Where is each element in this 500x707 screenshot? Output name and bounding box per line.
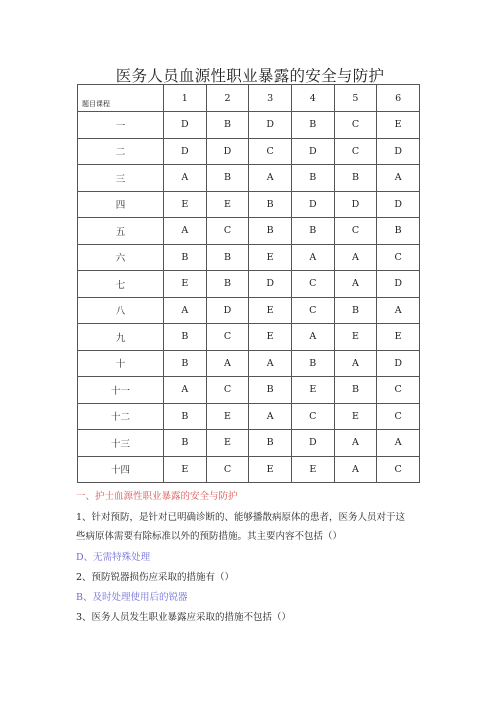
answer-cell: C xyxy=(206,377,249,404)
answer-cell: B xyxy=(377,218,420,245)
answer-cell: A xyxy=(164,297,207,324)
answer-cell: A xyxy=(334,456,377,483)
table-row xyxy=(78,138,420,165)
answer-cell: B xyxy=(164,350,207,377)
answer-cell: A xyxy=(206,350,249,377)
answer-cell: A xyxy=(334,271,377,298)
answer-cell: B xyxy=(334,165,377,192)
answer-cell: E xyxy=(206,403,249,430)
answer-cell: C xyxy=(206,324,249,351)
answer-cell: B xyxy=(206,271,249,298)
answer-cell: B xyxy=(164,324,207,351)
column-header: 1 xyxy=(164,85,207,112)
answer-cell: A xyxy=(377,430,420,457)
row-label: 十三 xyxy=(78,430,164,457)
row-label: 一 xyxy=(78,112,164,139)
row-label: 二 xyxy=(78,138,164,165)
answer-cell: B xyxy=(291,112,334,139)
row-label: 七 xyxy=(78,271,164,298)
row-label: 十四 xyxy=(78,456,164,483)
answer-cell: D xyxy=(377,271,420,298)
answer-cell: E xyxy=(164,456,207,483)
answer-cell: E xyxy=(206,430,249,457)
answer-cell: C xyxy=(334,218,377,245)
table-row xyxy=(78,377,420,404)
answer-cell: B xyxy=(206,112,249,139)
table-row xyxy=(78,271,420,298)
answer-cell: B xyxy=(249,377,292,404)
page-title: 医务人员血源性职业暴露的安全与防护 xyxy=(115,67,385,85)
answer-cell: B xyxy=(164,430,207,457)
column-header: 3 xyxy=(249,85,292,112)
answer-cell: A xyxy=(164,218,207,245)
answer-cell: A xyxy=(377,297,420,324)
answer-cell: A xyxy=(249,403,292,430)
answer-cell: A xyxy=(291,324,334,351)
row-label: 八 xyxy=(78,297,164,324)
answer-cell: E xyxy=(249,324,292,351)
row-label: 五 xyxy=(78,218,164,245)
table-corner-cell xyxy=(78,85,164,112)
table-row xyxy=(78,297,420,324)
answer-cell: C xyxy=(377,377,420,404)
answer-cell: D xyxy=(377,350,420,377)
answer-cell: B xyxy=(206,165,249,192)
answer-cell: B xyxy=(334,377,377,404)
table-row xyxy=(78,112,420,139)
answer-cell: A xyxy=(249,350,292,377)
answer-cell: B xyxy=(249,191,292,218)
answer-cell: B xyxy=(206,244,249,271)
answer-cell: C xyxy=(377,244,420,271)
answer-cell: C xyxy=(206,218,249,245)
answer-cell: D xyxy=(334,191,377,218)
question-1-line-2: 些病原体需要有除标准以外的预防措施。其主要内容不包括（） xyxy=(76,531,343,542)
table-header-row xyxy=(78,85,420,112)
table-row xyxy=(78,430,420,457)
answer-cell: E xyxy=(164,191,207,218)
answer-cell: C xyxy=(206,456,249,483)
row-label: 十二 xyxy=(78,403,164,430)
question-3: 3、医务人员发生职业暴露应采取的措施不包括（） xyxy=(76,612,292,623)
answer-cell: D xyxy=(377,138,420,165)
answer-cell: B xyxy=(291,350,334,377)
answer-cell: D xyxy=(164,112,207,139)
row-label: 十 xyxy=(78,350,164,377)
row-label: 三 xyxy=(78,165,164,192)
answer-cell: B xyxy=(164,244,207,271)
answer-cell: A xyxy=(291,244,334,271)
answer-cell: C xyxy=(377,403,420,430)
answer-cell: E xyxy=(206,191,249,218)
answer-cell: E xyxy=(249,244,292,271)
answer-cell: B xyxy=(249,430,292,457)
answer-cell: D xyxy=(249,112,292,139)
answer-cell: D xyxy=(249,271,292,298)
answer-cell: C xyxy=(249,138,292,165)
answer-cell: B xyxy=(334,297,377,324)
row-label: 四 xyxy=(78,191,164,218)
answer-cell: A xyxy=(334,430,377,457)
row-label: 十一 xyxy=(78,377,164,404)
answer-cell: C xyxy=(377,456,420,483)
answer-cell: D xyxy=(206,297,249,324)
answer-cell: E xyxy=(334,403,377,430)
table-row xyxy=(78,324,420,351)
answer-cell: D xyxy=(291,430,334,457)
answer-cell: A xyxy=(249,165,292,192)
table-row xyxy=(78,244,420,271)
row-label: 六 xyxy=(78,244,164,271)
table-row xyxy=(78,165,420,192)
answer-cell: A xyxy=(164,377,207,404)
answer-cell: D xyxy=(164,138,207,165)
answer-cell: E xyxy=(334,324,377,351)
answer-cell: C xyxy=(291,403,334,430)
table-row xyxy=(78,218,420,245)
table-row xyxy=(78,191,420,218)
answer-cell: D xyxy=(377,191,420,218)
answer-cell: D xyxy=(206,138,249,165)
row-label: 九 xyxy=(78,324,164,351)
answer-cell: E xyxy=(291,377,334,404)
answer-cell: B xyxy=(291,165,334,192)
answer-cell: C xyxy=(334,112,377,139)
answer-cell: C xyxy=(291,297,334,324)
column-header: 4 xyxy=(291,85,334,112)
answer-cell: C xyxy=(291,271,334,298)
answer-cell: E xyxy=(164,271,207,298)
question-2: 2、预防锐器损伤应采取的措施有（） xyxy=(76,572,235,583)
answer-cell: E xyxy=(291,456,334,483)
answer-2: B、及时处理使用后的锐器 xyxy=(76,592,188,603)
answer-cell: B xyxy=(291,218,334,245)
answer-cell: E xyxy=(249,456,292,483)
table-row xyxy=(78,403,420,430)
column-header: 6 xyxy=(377,85,420,112)
answer-cell: D xyxy=(291,191,334,218)
answer-cell: B xyxy=(249,218,292,245)
answer-cell: E xyxy=(377,112,420,139)
answer-cell: A xyxy=(164,165,207,192)
answer-cell: B xyxy=(164,403,207,430)
answer-1: D、无需特殊处理 xyxy=(76,552,151,563)
corner-label: 题目课程 xyxy=(82,100,110,108)
answer-cell: A xyxy=(334,244,377,271)
answer-cell: E xyxy=(377,324,420,351)
answer-cell: A xyxy=(334,350,377,377)
answer-cell: D xyxy=(291,138,334,165)
section-heading: 一、护士血源性职业暴露的安全与防护 xyxy=(76,491,238,502)
answer-table xyxy=(77,84,420,483)
answer-cell: A xyxy=(377,165,420,192)
answer-cell: C xyxy=(334,138,377,165)
column-header: 5 xyxy=(334,85,377,112)
question-1-line-1: 1、针对预防，是针对已明确诊断的、能够播散病原体的患者，医务人员对于这 xyxy=(76,512,406,523)
table-row xyxy=(78,350,420,377)
column-header: 2 xyxy=(206,85,249,112)
answer-cell: E xyxy=(249,297,292,324)
table-row xyxy=(78,456,420,483)
